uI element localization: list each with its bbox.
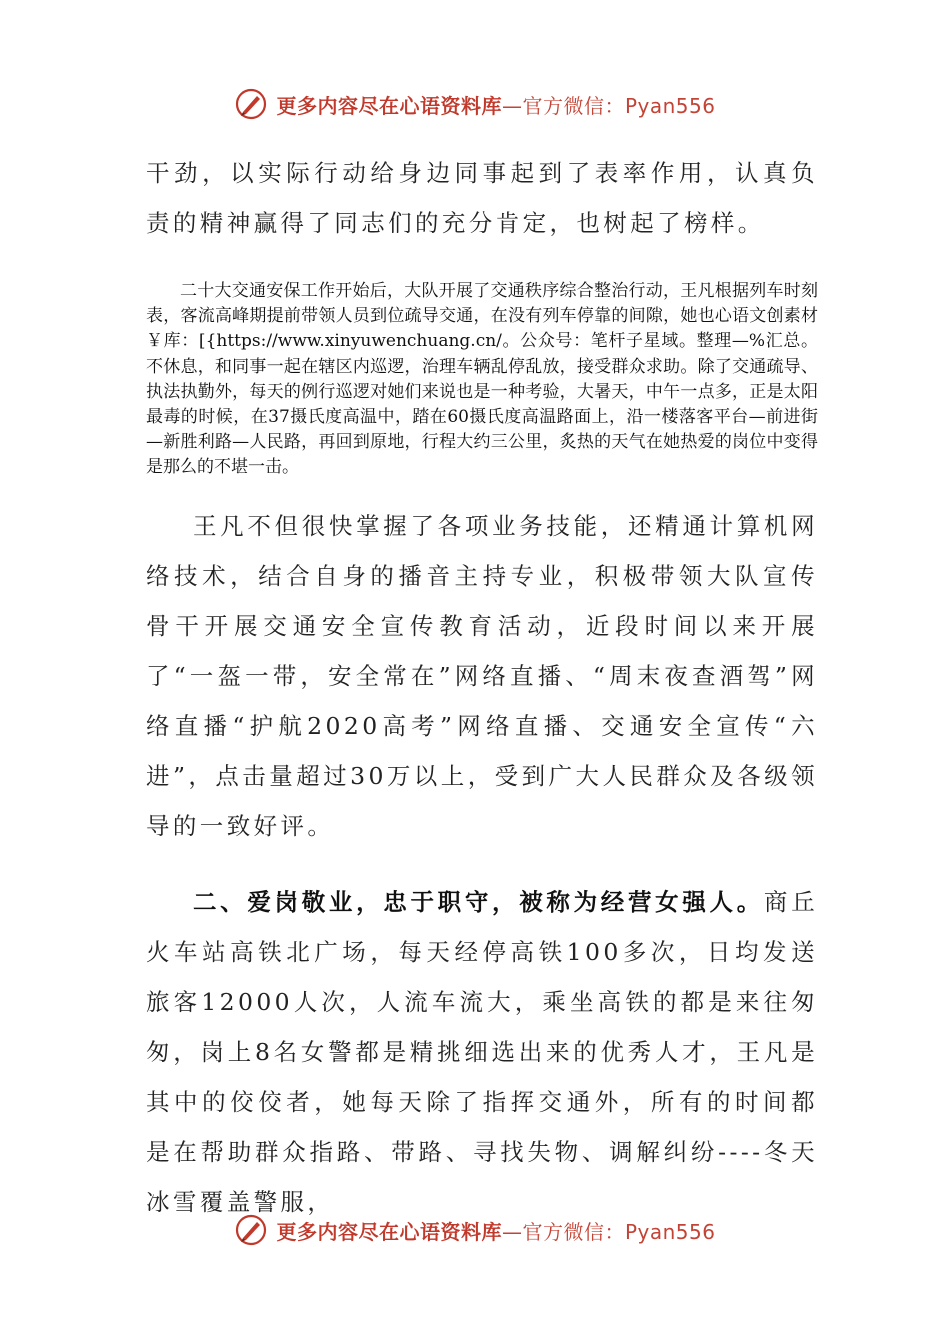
watermark-footer xyxy=(0,1210,950,1250)
watermark-text: 更多内容尽在心语资料库—官方微信：Pyan556 xyxy=(276,1219,716,1244)
paragraph-2: 二十大交通安保工作开始后，大队开展了交通秩序综合整治行动，王凡根据列车时刻表，客流高峰期提前带领人员到位疏导交通，在没有列车停靠的间隙，她也心语文创素材￥库：[{https://www.xinyuwenchuang.cn/。公众号：笔杆子星域。整理—%汇总。不休息，和同事一起在辖区内巡逻，治理车辆乱停乱放，接受群众求助。除了交通疏导、执法执勤外，每天的例行巡逻对她们来说也是一种考验，大暑天，中午一点多，正是太阳最毒的时候，在37摄氏度高温中，踏在60摄氏度高温路面上，沿一楼落客平台—前进街—新胜利路—人民路，再回到原地，行程大约三公里，炙热的天气在她热爱的岗位中变得是那么的不堪一击。 xyxy=(146,281,818,478)
document-body xyxy=(146,148,818,1227)
paragraph-4 xyxy=(146,877,818,1227)
paragraph-3: 王凡不但很快掌握了各项业务技能，还精通计算机网络技术，结合自身的播音主持专业，积极带领大队宣传骨干开展交通安全宣传教育活动，近段时间以来开展了“一盔一带，安全常在”网络直播、“周末夜查酒驾”网络直播“护航2020高考”网络直播、交通安全宣传“六进”，点击量超过30万以上，受到广大人民群众及各级领导的一致好评。 xyxy=(146,511,818,840)
watermark-text: 更多内容尽在心语资料库—官方微信：Pyan556 xyxy=(276,93,716,118)
pen-logo-icon xyxy=(234,1213,268,1247)
paragraph-4-body: 商丘火车站高铁北广场，每天经停高铁100多次，日均发送旅客12000人次，人流车流大，乘坐高铁的都是来往匆匆，岗上8名女警都是精挑细选出来的优秀人才，王凡是其中的佼佼者，她每天除了指挥交通外，所有的时间都是在帮助群众指路、带路、寻找失物、调解纠纷----冬天冰雪覆盖警服， xyxy=(146,887,818,1216)
watermark-header xyxy=(0,84,950,124)
paragraph-1: 干劲，以实际行动给身边同事起到了表率作用，认真负责的精神赢得了同志们的充分肯定，也树起了榜样。 xyxy=(146,159,818,237)
pen-logo-icon xyxy=(234,87,268,121)
section-heading: 二、爱岗敬业，忠于职守，被称为经营女强人。 xyxy=(193,887,764,916)
